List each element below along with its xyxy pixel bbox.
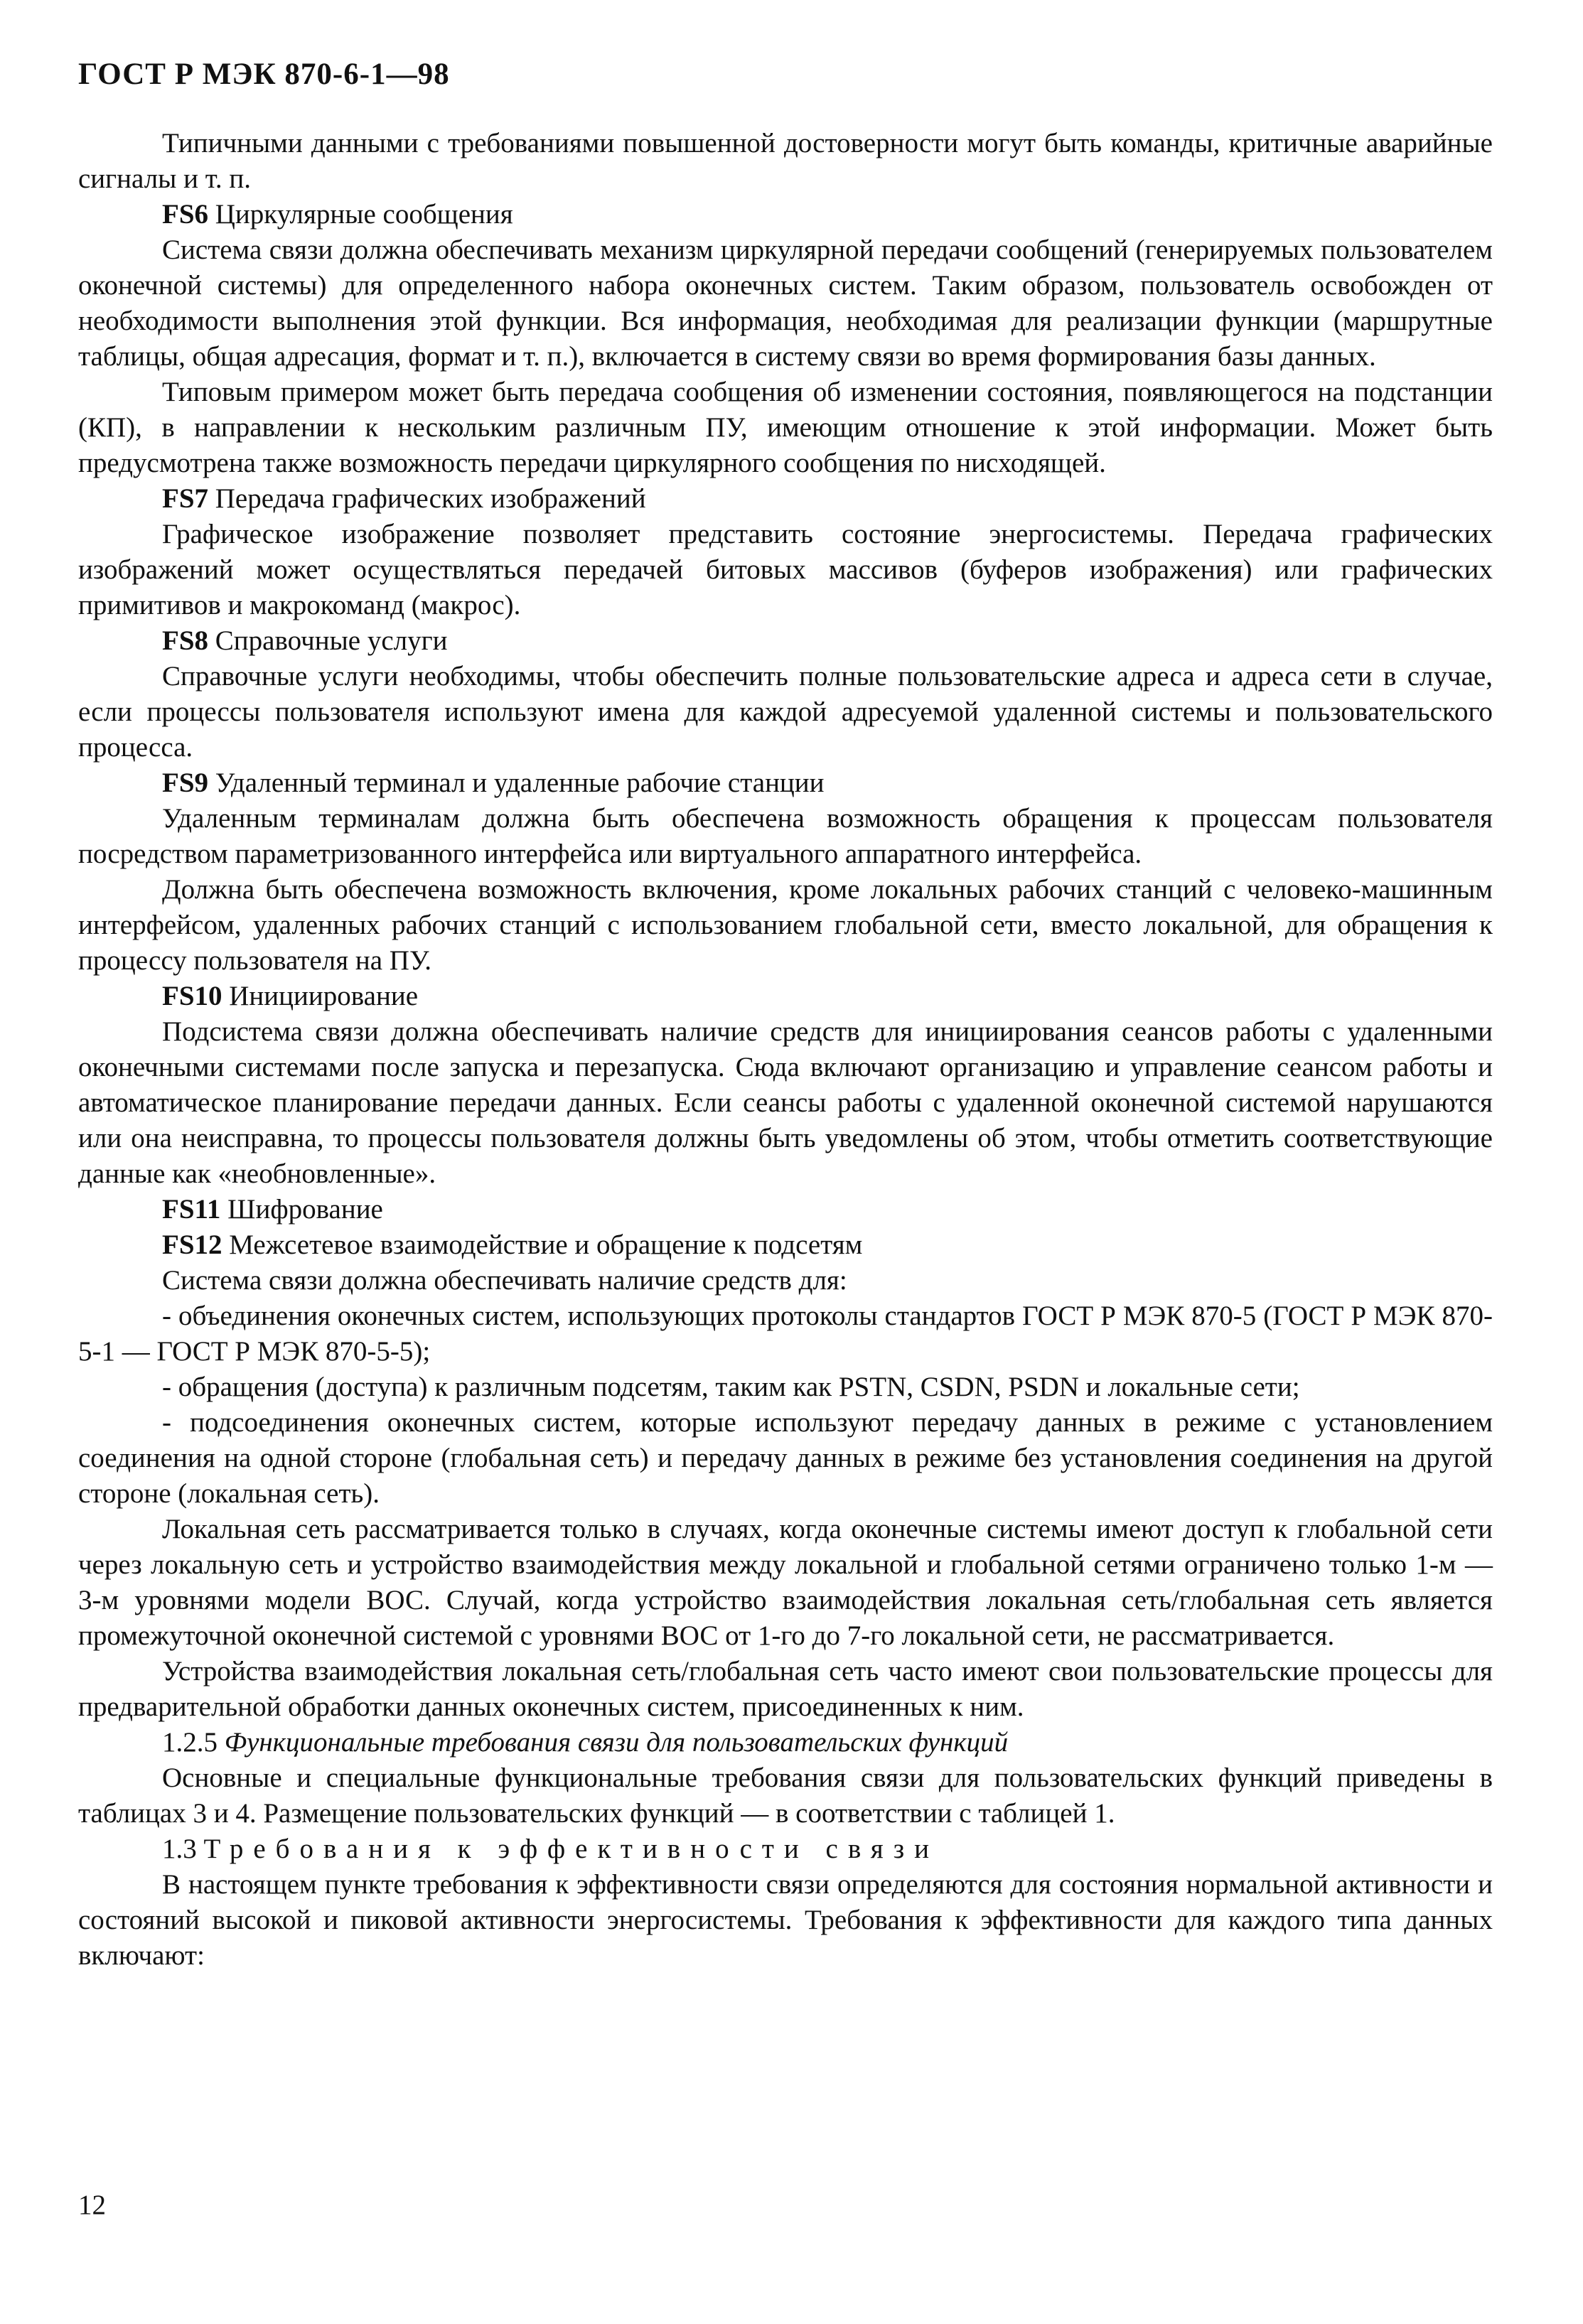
paragraph: Справочные услуги необходимы, чтобы обеспечить полные пользовательские адреса и адреса сети в случае, если процессы пользователя используют имена для каждой адресуемой удаленной системы и пользовательского процесса. — [78, 661, 1493, 763]
document-header: ГОСТ Р МЭК 870-6-1—98 — [78, 58, 450, 91]
section-code: FS12 — [162, 1230, 222, 1260]
paragraph: Локальная сеть рассматривается только в случаях, когда оконечные системы имеют доступ к глобальной сети через локальную сеть и устройство взаимодействия между локальной и глобальной сетями ограничено только 1-м — 3-м уровнями модели ВОС. Случай, когда устройство взаимодействия локальная сеть/глобальная сеть является промежуточной оконечной системой с уровнями ВОС от 1-го до 7-го локальной сети, не рассматривается. — [78, 1514, 1493, 1651]
paragraph: - подсоединения оконечных систем, которые используют передачу данных в режиме с установлением соединения на одной стороне (глобальная сеть) и передачу данных в режиме без установления соединения на другой стороне (локальная сеть). — [78, 1407, 1493, 1509]
section-title: Межсетевое взаимодействие и обращение к подсетям — [229, 1230, 863, 1260]
paragraph: - обращения (доступа) к различным подсетям, таким как PSTN, CSDN, PSDN и локальные сети; — [162, 1372, 1300, 1402]
document-body — [78, 126, 1493, 1974]
section-heading — [78, 623, 1493, 659]
paragraph: Система связи должна обеспечивать наличие средств для: — [162, 1265, 847, 1296]
section-heading — [78, 481, 1493, 517]
paragraph: Устройства взаимодействия локальная сеть/глобальная сеть часто имеют свои пользовательские процессы для предварительной обработки данных оконечных систем, присоединенных к ним. — [78, 1656, 1493, 1722]
section-title: Удаленный терминал и удаленные рабочие станции — [215, 768, 825, 798]
paragraph: Подсистема связи должна обеспечивать наличие средств для инициирования сеансов работы с удаленными оконечными системами после запуска и перезапуска. Сюда включают организацию и управление сеансом работы и автоматическое планирование передачи данных. Если сеансы работы с удаленной оконечной системой нарушаются или она неисправна, то процессы пользователя должны быть уведомлены об этом, чтобы отметить соответствующие данные как «необновленные». — [78, 1016, 1493, 1189]
section-code: FS8 — [162, 625, 209, 656]
paragraph: Должна быть обеспечена возможность включения, кроме локальных рабочих станций с человеко-машинным интерфейсом, удаленных рабочих станций с использованием глобальной сети, вместо локальной, для обращения к процессу пользователя на ПУ. — [78, 874, 1493, 976]
section-title: Инициирование — [229, 981, 419, 1011]
section-heading — [78, 1227, 1493, 1263]
section-title: Требования к эффективности связи — [203, 1834, 939, 1864]
section-heading — [78, 197, 1493, 232]
section-code: 1.2.5 — [162, 1727, 218, 1758]
document-page — [78, 57, 1493, 1974]
page-number: 12 — [78, 2190, 106, 2220]
paragraph: Типовым примером может быть передача сообщения об изменении состояния, появляющегося на подстанции (КП), в направлении к нескольким различным ПУ, имеющим отношение к этой информации. Может быть предусмотрена также возможность передачи циркулярного сообщения по нисходящей. — [78, 377, 1493, 478]
section-title: Передача графических изображений — [215, 483, 646, 514]
section-code: FS9 — [162, 768, 209, 798]
section-code: FS6 — [162, 199, 209, 230]
section-title: Шифрование — [227, 1194, 383, 1225]
section-title: Функциональные требования связи для пользовательских функций — [224, 1727, 1009, 1758]
section-heading — [78, 979, 1493, 1014]
section-code: 1.3 — [162, 1834, 197, 1864]
section-title: Справочные услуги — [215, 625, 448, 656]
paragraph: Основные и специальные функциональные требования связи для пользовательских функций приведены в таблицах 3 и 4. Размещение пользовательских функций — в соответствии с таблицей 1. — [78, 1763, 1493, 1829]
section-heading — [78, 1725, 1493, 1760]
section-title: Циркулярные сообщения — [215, 199, 513, 230]
paragraph: Графическое изображение позволяет представить состояние энергосистемы. Передача графических изображений может осуществляться передачей битовых массивов (буферов изображения) или графических примитивов и макрокоманд (макрос). — [78, 519, 1493, 620]
section-code: FS11 — [162, 1194, 221, 1225]
paragraph: Удаленным терминалам должна быть обеспечена возможность обращения к процессам пользователя посредством параметризованного интерфейса или виртуального аппаратного интерфейса. — [78, 803, 1493, 869]
paragraph: Система связи должна обеспечивать механизм циркулярной передачи сообщений (генерируемых пользователем оконечной системы) для определенного набора оконечных систем. Таким образом, пользователь освобожден от необходимости выполнения этой функции. Вся информация, необходимая для реализации функции (маршрутные таблицы, общая адресация, формат и т. п.), включается в систему связи во время формирования базы данных. — [78, 235, 1493, 372]
paragraph: В настоящем пункте требования к эффективности связи определяются для состояния нормальной активности и состояний высокой и пиковой активности энергосистемы. Требования к эффективности для каждого типа данных включают: — [78, 1869, 1493, 1971]
section-code: FS7 — [162, 483, 209, 514]
paragraph: Типичными данными с требованиями повышенной достоверности могут быть команды, критичные аварийные сигналы и т. п. — [78, 128, 1493, 194]
section-code: FS10 — [162, 981, 222, 1011]
paragraph: - объединения оконечных систем, использующих протоколы стандартов ГОСТ Р МЭК 870-5 (ГОСТ Р МЭК 870-5-1 — ГОСТ Р МЭК 870-5-5); — [78, 1301, 1493, 1367]
section-heading — [78, 1192, 1493, 1227]
section-heading — [78, 765, 1493, 801]
section-heading — [78, 1831, 1493, 1867]
